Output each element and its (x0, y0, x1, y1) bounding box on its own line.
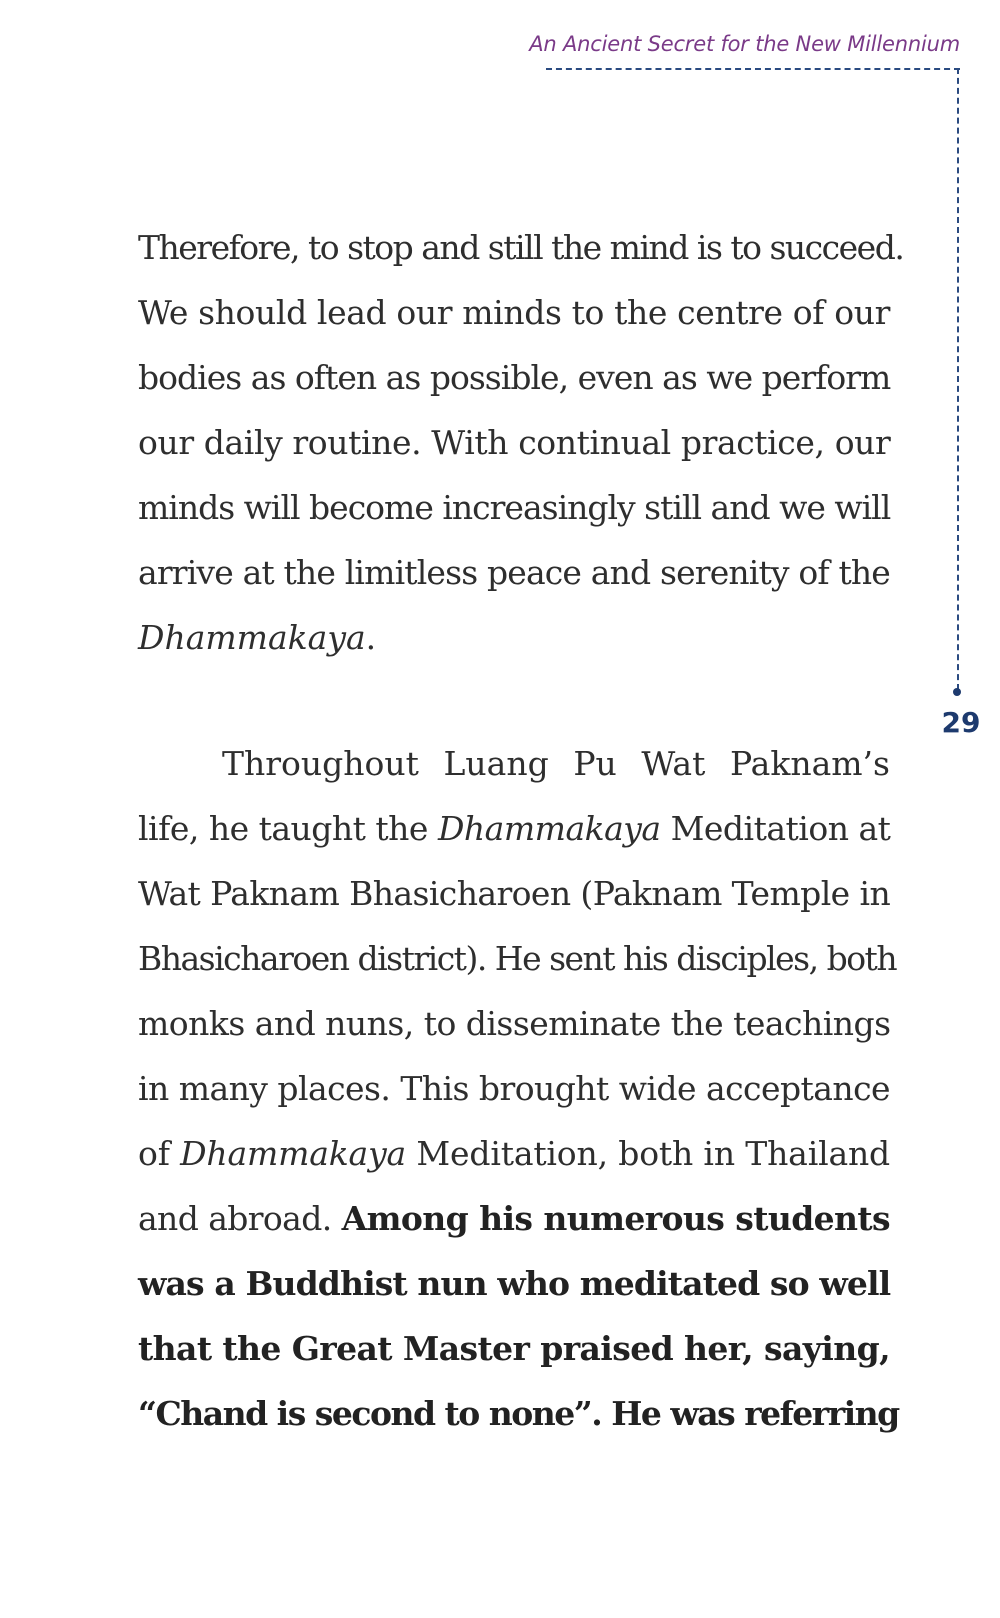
paragraph-1-line: Therefore, to stop and still the mind is to succeed. (138, 228, 904, 267)
paragraph-2-line-5: monks and nuns, to disseminate the teachings (138, 1004, 891, 1043)
paragraph-2-text: Meditation at (660, 809, 891, 848)
paragraph-2-line-7 (138, 1121, 890, 1186)
italic-term: Dhammakaya (138, 618, 366, 657)
paragraph-2-text: Meditation, both in Thailand (406, 1134, 890, 1173)
running-header-title: An Ancient Secret for the New Millennium (529, 32, 960, 56)
paragraph-2-line-1 (138, 731, 890, 796)
paragraph-2-line-6: in many places. This brought wide acceptance (138, 1069, 890, 1108)
paragraph-2-text: life, he taught the (138, 809, 438, 848)
paragraph-2-line-4: Bhasicharoen district). He sent his disciples, both (138, 939, 897, 978)
paragraph-2-line-3: Wat Paknam Bhasicharoen (Paknam Temple in (138, 874, 891, 913)
paragraph-2-line-2 (138, 796, 890, 861)
side-dashed-rule (957, 68, 959, 690)
paragraph-1-line: arrive at the limitless peace and serenity of the (138, 553, 890, 592)
rule-end-dot (953, 688, 961, 696)
paragraph-1-line: minds will become increasingly still and we will (138, 488, 891, 527)
paragraph-2-line-9: was a Buddhist nun who meditated so well (138, 1264, 891, 1303)
paragraph-1-last-line (138, 605, 890, 670)
paragraph-2-text: of (138, 1134, 181, 1173)
header-dashed-rule (546, 68, 960, 70)
paragraph-2-text: and abroad. (138, 1199, 342, 1238)
paragraph-2-line-8 (138, 1186, 890, 1251)
page-number: 29 (941, 706, 981, 739)
bold-text: Among his numerous students (341, 1199, 890, 1238)
paragraph-1-line: We should lead our minds to the centre of our (138, 293, 890, 332)
paragraph-2-line-11: “Chand is second to none”. He was referring (138, 1394, 899, 1433)
paragraph-2-line-10: that the Great Master praised her, saying, (138, 1329, 890, 1368)
sentence-end: . (365, 618, 377, 657)
italic-term: Dhammakaya (437, 809, 661, 848)
paragraph-1-line: bodies as often as possible, even as we perform (138, 358, 891, 397)
paragraph-1-line: our daily routine. With continual practice, our (138, 423, 891, 462)
paragraph-2 (138, 731, 899, 1446)
italic-term: Dhammakaya (180, 1134, 407, 1173)
paragraph-2-text: Throughout Luang Pu Wat Paknam’s (222, 744, 890, 783)
paragraph-1 (138, 215, 904, 670)
